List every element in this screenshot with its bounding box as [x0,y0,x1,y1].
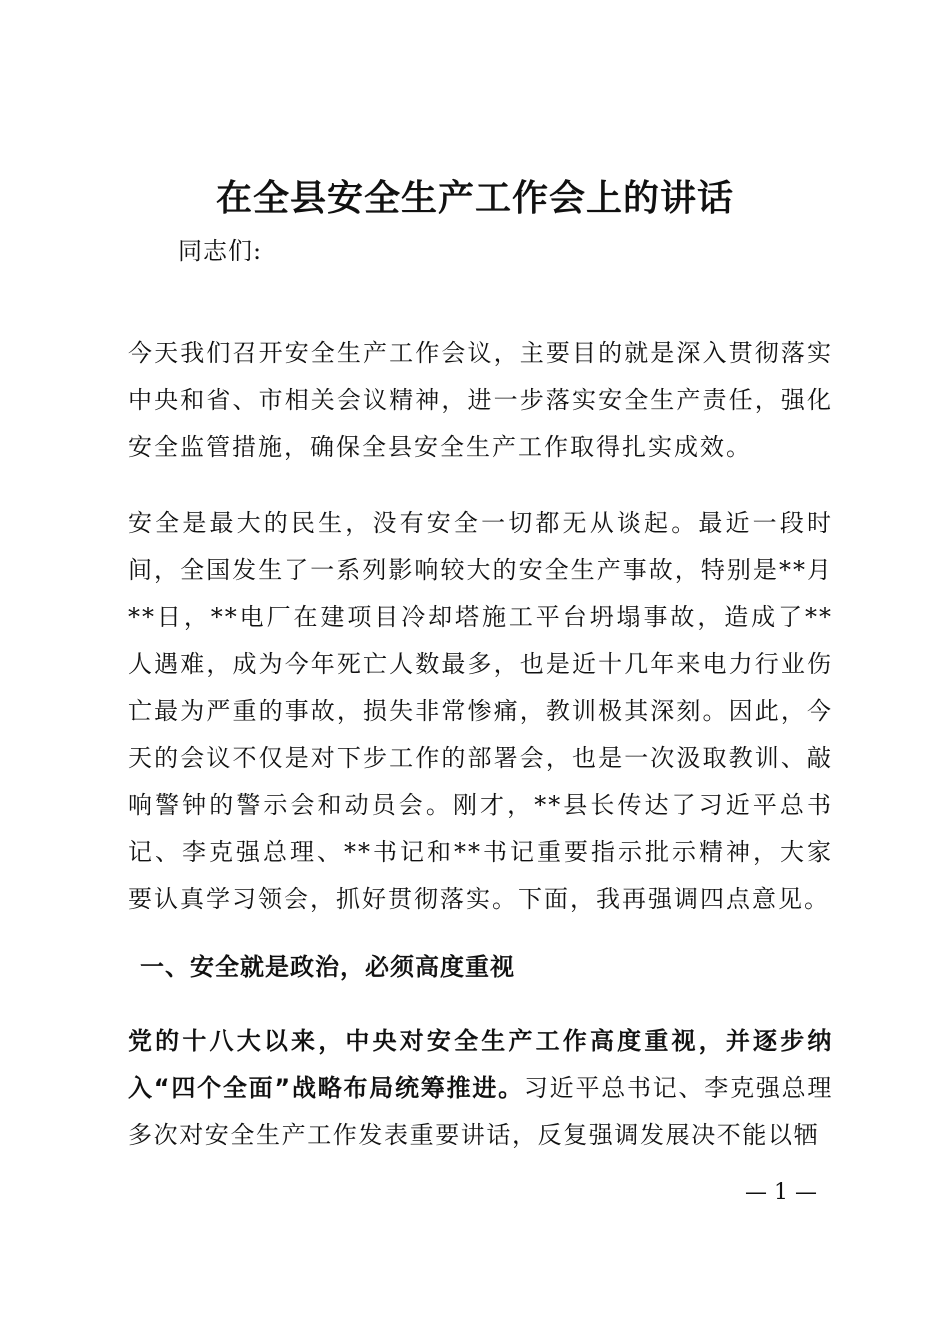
paragraph-intro: 今天我们召开安全生产工作会议，主要目的就是深入贯彻落实中央和省、市相关会议精神，进一步落实安全生产责任，强化安全监管措施，确保全县安全生产工作取得扎实成效。 [128,339,833,461]
section-heading: 一、安全就是政治，必须高度重视 [140,953,515,981]
document-title: 在全县安全生产工作会上的讲话 [215,177,734,219]
page-number: — 1 — [745,1180,817,1205]
greeting: 同志们: [178,237,263,265]
paragraph-section-1-lead: 党的十八大以来，中央对安全生产工作高度重视，并逐步纳入“四个全面”战略布局统筹推进。 [128,1027,833,1102]
paragraph-section-1-rest: 习近平总书记、李克强总理多次对安全生产工作发表重要讲话，反复强调发展决不能以牺 [128,1074,833,1149]
paragraph-background: 安全是最大的民生，没有安全一切都无从谈起。最近一段时间，全国发生了一系列影响较大的安全生产事故，特别是**月**日，**电厂在建项目冷却塔施工平台坍塌事故，造成了**人遇难，成为今年死亡人数最多，也是近十几年来电力行业伤亡最为严重的事故，损失非常惨痛，教训极其深刻。因此，今天的会议不仅是对下步工作的部署会，也是一次汲取教训、敲响警钟的警示会和动员会。刚才，**县长传达了习近平总书记、李克强总理、**书记和**书记重要指示批示精神，大家要认真学习领会，抓好贯彻落实。下面，我再强调四点意见。 [128,509,833,913]
paragraph-section-1 [128,1018,833,1159]
